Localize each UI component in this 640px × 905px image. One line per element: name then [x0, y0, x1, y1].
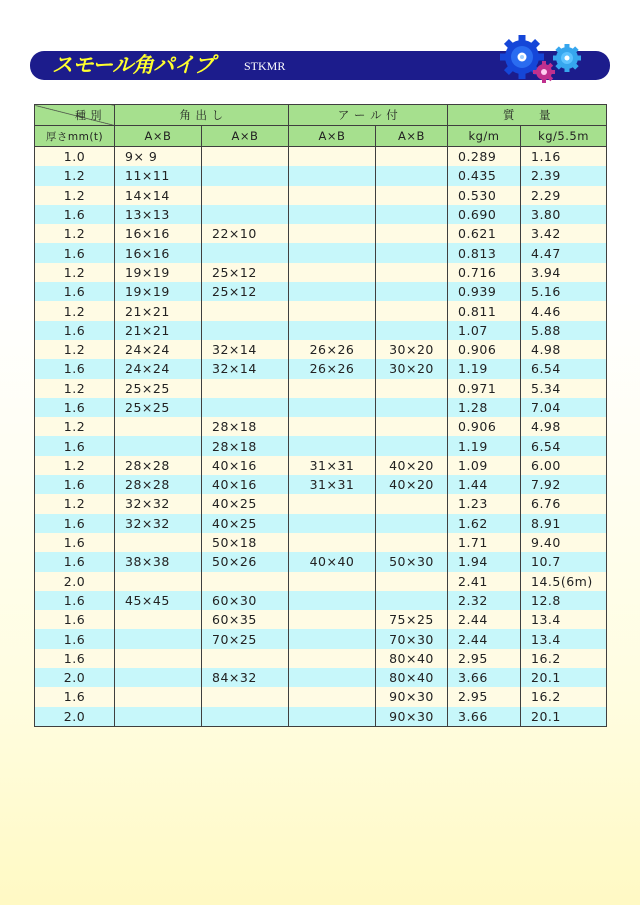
kakudashi-ab2-cell: 84×32 — [202, 668, 289, 687]
arutsuki-ab2-cell: 30×20 — [376, 359, 448, 378]
kakudashi-ab-cell — [115, 436, 202, 455]
thickness-cell: 2.0 — [35, 707, 115, 727]
thickness-cell: 1.2 — [35, 379, 115, 398]
kg-per-m-cell: 2.41 — [448, 572, 521, 591]
arutsuki-ab2-cell — [376, 205, 448, 224]
arutsuki-ab2-cell — [376, 591, 448, 610]
kg-per-5-5m-cell: 9.40 — [521, 533, 607, 552]
arutsuki-ab-cell — [289, 417, 376, 436]
arutsuki-ab-cell: 31×31 — [289, 456, 376, 475]
ab-header-1: A×B — [115, 126, 202, 147]
table-row — [35, 591, 607, 610]
kakudashi-ab-cell: 13×13 — [115, 205, 202, 224]
thickness-cell: 1.6 — [35, 205, 115, 224]
diagonal-header-cell — [35, 105, 115, 126]
kakudashi-ab-cell: 38×38 — [115, 552, 202, 571]
kakudashi-ab2-cell: 22×10 — [202, 224, 289, 243]
arutsuki-ab2-cell: 80×40 — [376, 649, 448, 668]
arutsuki-ab2-cell — [376, 379, 448, 398]
kg-per-m-cell: 0.906 — [448, 417, 521, 436]
kakudashi-ab2-cell — [202, 243, 289, 262]
arutsuki-ab-cell — [289, 514, 376, 533]
kg-per-m-cell: 1.28 — [448, 398, 521, 417]
kg-per-5-5m-cell: 7.04 — [521, 398, 607, 417]
kg-per-5-5m-cell: 13.4 — [521, 629, 607, 648]
kakudashi-ab2-cell — [202, 572, 289, 591]
kg-per-5-5m-cell: 4.98 — [521, 340, 607, 359]
kg-per-5-5m-cell: 2.39 — [521, 166, 607, 185]
kakudashi-ab2-cell: 32×14 — [202, 340, 289, 359]
type-label: 種 別 — [75, 109, 102, 122]
kakudashi-ab2-cell: 32×14 — [202, 359, 289, 378]
arutsuki-ab-cell — [289, 649, 376, 668]
arutsuki-ab2-cell — [376, 282, 448, 301]
arutsuki-ab-cell — [289, 282, 376, 301]
kakudashi-ab2-cell — [202, 186, 289, 205]
arutsuki-ab2-cell: 70×30 — [376, 629, 448, 648]
kakudashi-ab-cell — [115, 629, 202, 648]
table-row — [35, 301, 607, 320]
table-row — [35, 340, 607, 359]
thickness-cell: 2.0 — [35, 668, 115, 687]
kakudashi-ab-cell: 9× 9 — [115, 147, 202, 167]
light-gear-icon — [553, 44, 581, 72]
arutsuki-ab-cell: 31×31 — [289, 475, 376, 494]
arutsuki-ab2-cell: 80×40 — [376, 668, 448, 687]
kg-per-5-5m-cell: 6.54 — [521, 359, 607, 378]
thickness-cell: 1.6 — [35, 475, 115, 494]
table-row — [35, 552, 607, 571]
arutsuki-ab2-cell: 75×25 — [376, 610, 448, 629]
kakudashi-ab-cell: 24×24 — [115, 340, 202, 359]
kakudashi-ab-cell: 25×25 — [115, 379, 202, 398]
table-row — [35, 224, 607, 243]
arutsuki-ab2-cell — [376, 514, 448, 533]
arutsuki-ab2-cell: 50×30 — [376, 552, 448, 571]
kakudashi-ab-cell — [115, 417, 202, 436]
pipe-spec-table — [34, 104, 607, 727]
table-row — [35, 514, 607, 533]
table-row — [35, 166, 607, 185]
arutsuki-ab-cell — [289, 321, 376, 340]
kg-per-5-5m-cell: 20.1 — [521, 668, 607, 687]
kg-per-m-header: kg/m — [448, 126, 521, 147]
kg-per-m-cell: 1.07 — [448, 321, 521, 340]
kg-per-m-cell: 1.23 — [448, 494, 521, 513]
kg-per-m-cell: 2.32 — [448, 591, 521, 610]
kakudashi-ab-cell: 32×32 — [115, 514, 202, 533]
arutsuki-ab2-cell — [376, 243, 448, 262]
kakudashi-ab-cell — [115, 533, 202, 552]
arutsuki-ab-cell: 26×26 — [289, 359, 376, 378]
kg-per-m-cell: 3.66 — [448, 707, 521, 727]
thickness-cell: 1.2 — [35, 186, 115, 205]
kg-per-5-5m-cell: 16.2 — [521, 687, 607, 706]
arutsuki-ab-cell — [289, 533, 376, 552]
thickness-cell: 1.6 — [35, 436, 115, 455]
table-row — [35, 417, 607, 436]
arutsuki-ab-cell — [289, 186, 376, 205]
thickness-cell: 1.6 — [35, 398, 115, 417]
table-row — [35, 205, 607, 224]
kg-per-5-5m-cell: 20.1 — [521, 707, 607, 727]
thickness-cell: 1.6 — [35, 591, 115, 610]
table-row — [35, 436, 607, 455]
kg-per-m-cell: 2.95 — [448, 649, 521, 668]
kg-per-5-5m-cell: 2.29 — [521, 186, 607, 205]
kg-per-5-5m-cell: 5.88 — [521, 321, 607, 340]
arutsuki-ab-cell — [289, 205, 376, 224]
kg-per-m-cell: 1.62 — [448, 514, 521, 533]
kg-per-5-5m-cell: 16.2 — [521, 649, 607, 668]
kg-per-5-5m-cell: 13.4 — [521, 610, 607, 629]
kg-per-m-cell: 0.289 — [448, 147, 521, 167]
kg-per-m-cell: 0.690 — [448, 205, 521, 224]
kakudashi-ab2-cell — [202, 166, 289, 185]
thickness-cell: 1.6 — [35, 321, 115, 340]
kakudashi-ab-cell — [115, 572, 202, 591]
arutsuki-ab-cell — [289, 263, 376, 282]
arutsuki-ab2-cell — [376, 533, 448, 552]
kakudashi-ab2-cell — [202, 398, 289, 417]
table-row — [35, 687, 607, 706]
kakudashi-ab2-cell — [202, 379, 289, 398]
thickness-cell: 1.6 — [35, 610, 115, 629]
arutsuki-ab2-cell — [376, 436, 448, 455]
kg-per-5-5m-cell: 3.42 — [521, 224, 607, 243]
kg-per-m-cell: 0.906 — [448, 340, 521, 359]
kakudashi-ab-cell: 16×16 — [115, 224, 202, 243]
thickness-cell: 1.6 — [35, 514, 115, 533]
thickness-header-cell — [35, 126, 115, 147]
thickness-cell: 1.6 — [35, 533, 115, 552]
product-code: STKMR — [244, 59, 286, 73]
kakudashi-ab2-cell: 50×26 — [202, 552, 289, 571]
kakudashi-ab-cell: 14×14 — [115, 186, 202, 205]
kakudashi-ab-cell: 11×11 — [115, 166, 202, 185]
kakudashi-ab2-cell — [202, 687, 289, 706]
arutsuki-ab2-cell — [376, 301, 448, 320]
arutsuki-ab2-cell: 40×20 — [376, 456, 448, 475]
kakudashi-ab-cell: 45×45 — [115, 591, 202, 610]
kg-per-m-cell: 2.44 — [448, 629, 521, 648]
kakudashi-ab2-cell: 28×18 — [202, 417, 289, 436]
arutsuki-ab2-cell — [376, 321, 448, 340]
kg-per-m-cell: 0.939 — [448, 282, 521, 301]
arutsuki-ab2-cell — [376, 147, 448, 167]
kakudashi-ab2-cell: 70×25 — [202, 629, 289, 648]
kakudashi-ab2-cell: 40×16 — [202, 475, 289, 494]
thickness-cell: 1.2 — [35, 417, 115, 436]
arutsuki-ab-cell — [289, 224, 376, 243]
ab-header-3: A×B — [289, 126, 376, 147]
kg-per-m-cell: 1.19 — [448, 436, 521, 455]
thickness-cell: 1.2 — [35, 340, 115, 359]
table-row — [35, 707, 607, 727]
kg-per-5-5m-cell: 4.98 — [521, 417, 607, 436]
header-row-groups — [35, 105, 607, 126]
thickness-cell: 1.6 — [35, 359, 115, 378]
kakudashi-ab2-cell — [202, 205, 289, 224]
arutsuki-ab2-cell — [376, 224, 448, 243]
arutsuki-ab-cell — [289, 572, 376, 591]
kg-per-m-cell: 0.435 — [448, 166, 521, 185]
kakudashi-ab2-cell: 60×30 — [202, 591, 289, 610]
arutsuki-ab-cell — [289, 494, 376, 513]
arutsuki-ab-cell — [289, 243, 376, 262]
arutsuki-ab2-cell — [376, 398, 448, 417]
kg-per-m-cell: 2.44 — [448, 610, 521, 629]
kakudashi-ab-cell: 21×21 — [115, 321, 202, 340]
kg-per-5-5m-cell: 3.94 — [521, 263, 607, 282]
kg-per-5-5m-header: kg/5.5m — [521, 126, 607, 147]
thickness-cell: 1.2 — [35, 494, 115, 513]
kakudashi-ab2-cell: 40×16 — [202, 456, 289, 475]
kakudashi-ab2-cell: 40×25 — [202, 514, 289, 533]
kakudashi-ab-cell: 32×32 — [115, 494, 202, 513]
kakudashi-ab2-cell — [202, 707, 289, 727]
arutsuki-ab-cell — [289, 166, 376, 185]
arutsuki-ab2-cell — [376, 166, 448, 185]
table-row — [35, 668, 607, 687]
kakudashi-ab2-cell — [202, 301, 289, 320]
arutsuki-ab-cell — [289, 436, 376, 455]
arutsuki-ab-cell — [289, 301, 376, 320]
kakudashi-ab-cell: 19×19 — [115, 282, 202, 301]
kakudashi-ab-cell: 19×19 — [115, 263, 202, 282]
thickness-cell: 1.6 — [35, 243, 115, 262]
kg-per-m-cell: 0.621 — [448, 224, 521, 243]
arutsuki-ab-cell: 26×26 — [289, 340, 376, 359]
kg-per-5-5m-cell: 5.34 — [521, 379, 607, 398]
arutsuki-ab-cell — [289, 398, 376, 417]
kakudashi-ab-cell — [115, 687, 202, 706]
arutsuki-ab-cell — [289, 147, 376, 167]
kakudashi-ab-cell — [115, 668, 202, 687]
arutsuki-ab2-cell: 40×20 — [376, 475, 448, 494]
table-row — [35, 398, 607, 417]
kakudashi-ab-cell: 28×28 — [115, 456, 202, 475]
thickness-cell: 1.2 — [35, 263, 115, 282]
kg-per-5-5m-cell: 12.8 — [521, 591, 607, 610]
kg-per-m-cell: 0.971 — [448, 379, 521, 398]
arutsuki-ab-cell — [289, 629, 376, 648]
arutsuki-ab-cell — [289, 379, 376, 398]
table-row — [35, 494, 607, 513]
arutsuki-ab2-cell — [376, 572, 448, 591]
arutsuki-ab-cell: 40×40 — [289, 552, 376, 571]
table-row — [35, 475, 607, 494]
table-row — [35, 186, 607, 205]
kakudashi-ab2-cell — [202, 147, 289, 167]
kg-per-m-cell: 0.530 — [448, 186, 521, 205]
table-row — [35, 649, 607, 668]
kg-per-m-cell: 1.94 — [448, 552, 521, 571]
kakudashi-ab-cell — [115, 649, 202, 668]
thickness-cell: 2.0 — [35, 572, 115, 591]
arutsuki-ab2-cell: 90×30 — [376, 707, 448, 727]
kakudashi-ab2-cell: 60×35 — [202, 610, 289, 629]
table-row — [35, 379, 607, 398]
header-row-sub — [35, 126, 607, 147]
arutsuki-ab2-cell — [376, 417, 448, 436]
kg-per-5-5m-cell: 4.46 — [521, 301, 607, 320]
arutsuki-ab-cell — [289, 591, 376, 610]
gears-icon — [494, 30, 594, 86]
kakudashi-ab2-cell: 28×18 — [202, 436, 289, 455]
kakudashi-ab2-cell: 50×18 — [202, 533, 289, 552]
table-row — [35, 321, 607, 340]
kg-per-5-5m-cell: 1.16 — [521, 147, 607, 167]
table-row — [35, 147, 607, 167]
kakudashi-ab2-cell: 25×12 — [202, 263, 289, 282]
thickness-cell: 1.6 — [35, 282, 115, 301]
kg-per-m-cell: 0.813 — [448, 243, 521, 262]
thickness-cell: 1.2 — [35, 166, 115, 185]
arutsuki-header: ア ー ル 付 — [289, 105, 448, 126]
page-title: スモール角パイプ — [52, 53, 215, 77]
thickness-cell: 1.2 — [35, 301, 115, 320]
kakudashi-ab-cell: 21×21 — [115, 301, 202, 320]
thickness-cell: 1.2 — [35, 224, 115, 243]
arutsuki-ab-cell — [289, 610, 376, 629]
kg-per-5-5m-cell: 6.54 — [521, 436, 607, 455]
table-row — [35, 282, 607, 301]
arutsuki-ab2-cell: 30×20 — [376, 340, 448, 359]
thickness-cell: 1.0 — [35, 147, 115, 167]
kakudashi-ab2-cell: 25×12 — [202, 282, 289, 301]
thickness-cell: 1.6 — [35, 687, 115, 706]
kg-per-m-cell: 1.09 — [448, 456, 521, 475]
kg-per-m-cell: 1.44 — [448, 475, 521, 494]
kakudashi-ab-cell — [115, 707, 202, 727]
kakudashi-header: 角 出 し — [115, 105, 289, 126]
table-row — [35, 243, 607, 262]
arutsuki-ab-cell — [289, 668, 376, 687]
table-row — [35, 456, 607, 475]
kakudashi-ab-cell: 28×28 — [115, 475, 202, 494]
table-row — [35, 359, 607, 378]
kg-per-5-5m-cell: 14.5(6m) — [521, 572, 607, 591]
table-row — [35, 629, 607, 648]
arutsuki-ab-cell — [289, 707, 376, 727]
kg-per-m-cell: 1.71 — [448, 533, 521, 552]
kakudashi-ab-cell: 25×25 — [115, 398, 202, 417]
thickness-cell: 1.6 — [35, 552, 115, 571]
kakudashi-ab-cell: 24×24 — [115, 359, 202, 378]
arutsuki-ab2-cell: 90×30 — [376, 687, 448, 706]
arutsuki-ab2-cell — [376, 186, 448, 205]
kg-per-5-5m-cell: 7.92 — [521, 475, 607, 494]
thickness-cell: 1.6 — [35, 649, 115, 668]
arutsuki-ab2-cell — [376, 494, 448, 513]
kg-per-m-cell: 0.811 — [448, 301, 521, 320]
kakudashi-ab2-cell — [202, 321, 289, 340]
kg-per-m-cell: 0.716 — [448, 263, 521, 282]
kakudashi-ab-cell — [115, 610, 202, 629]
ab-header-2: A×B — [202, 126, 289, 147]
kakudashi-ab2-cell — [202, 649, 289, 668]
ab-header-4: A×B — [376, 126, 448, 147]
kg-per-5-5m-cell: 4.47 — [521, 243, 607, 262]
kg-per-m-cell: 3.66 — [448, 668, 521, 687]
kg-per-m-cell: 2.95 — [448, 687, 521, 706]
arutsuki-ab2-cell — [376, 263, 448, 282]
kakudashi-ab2-cell: 40×25 — [202, 494, 289, 513]
kg-per-5-5m-cell: 6.76 — [521, 494, 607, 513]
table-row — [35, 572, 607, 591]
kakudashi-ab-cell: 16×16 — [115, 243, 202, 262]
arutsuki-ab-cell — [289, 687, 376, 706]
kg-per-5-5m-cell: 8.91 — [521, 514, 607, 533]
kg-per-m-cell: 1.19 — [448, 359, 521, 378]
kg-per-5-5m-cell: 3.80 — [521, 205, 607, 224]
kg-per-5-5m-cell: 6.00 — [521, 456, 607, 475]
thickness-cell: 1.2 — [35, 456, 115, 475]
kg-per-5-5m-cell: 5.16 — [521, 282, 607, 301]
thickness-label: 厚さmm(t) — [45, 130, 104, 143]
weight-header: 質 量 — [448, 105, 607, 126]
table-row — [35, 533, 607, 552]
kg-per-5-5m-cell: 10.7 — [521, 552, 607, 571]
table-row — [35, 610, 607, 629]
table-row — [35, 263, 607, 282]
thickness-cell: 1.6 — [35, 629, 115, 648]
